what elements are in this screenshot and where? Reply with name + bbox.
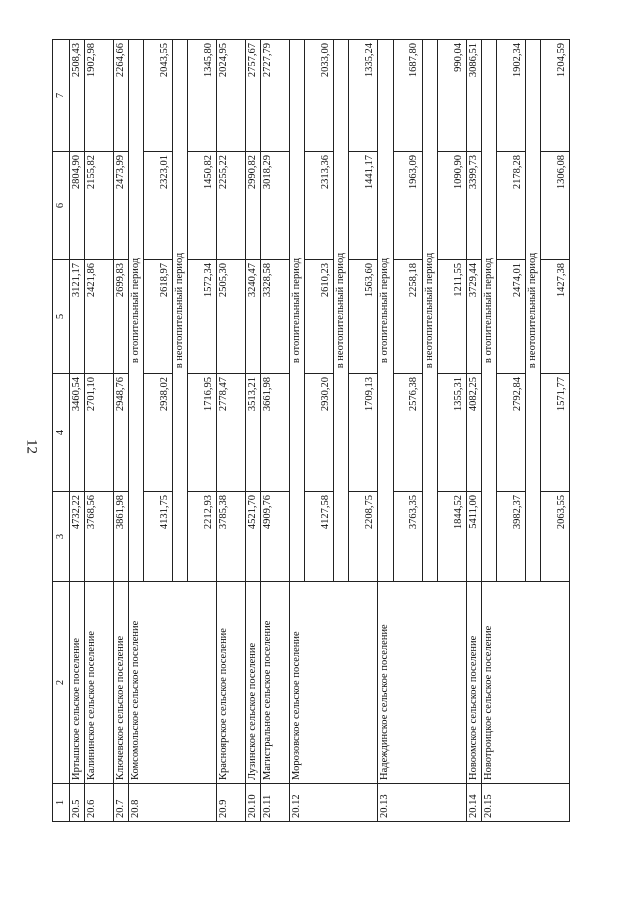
value-cell: 1687,80 [393,40,422,152]
row-name: Новоомское сельское поселение [466,582,481,784]
value-cell: 3460,54 [70,374,85,492]
value-cell: 3861,98 [114,492,129,582]
value-cell: 1211,55 [437,260,466,374]
value-cell: 1963,09 [393,152,422,260]
value-cell: 2930,20 [305,374,334,492]
value-cell: 2155,82 [85,152,114,260]
period-label: в неотопительный период [525,40,540,582]
row-index: 20.9 [217,784,246,822]
value-cell: 1844,52 [437,492,466,582]
row-name: Надеждинское сельское поселение [378,582,466,784]
value-cell: 2804,90 [70,152,85,260]
value-cell: 2701,10 [85,374,114,492]
value-cell: 2778,47 [217,374,246,492]
value-cell: 3729,44 [466,260,481,374]
value-cell: 4909,76 [261,492,290,582]
value-cell: 4521,70 [246,492,261,582]
value-cell: 2610,23 [305,260,334,374]
header-cell: 4 [53,374,70,492]
row-index: 20.11 [261,784,290,822]
value-cell: 2421,86 [85,260,114,374]
value-cell: 2024,95 [217,40,246,152]
value-cell: 1204,59 [540,40,569,152]
row-name: Морозовское сельское поселение [290,582,378,784]
table-row [85,40,114,822]
row-index: 20.14 [466,784,481,822]
row-index: 20.6 [85,784,114,822]
row-name: Красноярское сельское поселение [217,582,246,784]
row-name: Калининское сельское поселение [85,582,114,784]
row-name: Комсомольское сельское поселение [129,582,217,784]
value-cell: 1335,24 [349,40,378,152]
value-cell: 3121,17 [70,260,85,374]
value-cell: 1427,38 [540,260,569,374]
value-cell: 2264,66 [114,40,129,152]
value-cell: 1306,08 [540,152,569,260]
value-cell: 2948,76 [114,374,129,492]
value-cell: 2473,99 [114,152,129,260]
tariff-table [52,39,570,822]
row-name: Ключевское сельское поселение [114,582,129,784]
value-cell: 2990,82 [246,152,261,260]
tariff-table-rotated [52,40,582,822]
value-cell: 3240,47 [246,260,261,374]
row-name: Иртышское сельское поселение [70,582,85,784]
table-row [246,40,261,822]
row-index: 20.10 [246,784,261,822]
value-cell: 1572,34 [188,260,217,374]
value-cell: 2063,55 [540,492,569,582]
period-label: в неотопительный период [422,40,437,582]
value-cell: 2043,55 [144,40,173,152]
row-index: 20.15 [481,784,569,822]
value-cell: 1563,60 [349,260,378,374]
value-cell: 5411,00 [466,492,481,582]
period-label: в отопительный период [481,40,496,582]
value-cell: 3661,98 [261,374,290,492]
value-cell: 3763,35 [393,492,422,582]
value-cell: 2508,43 [70,40,85,152]
value-cell: 2033,00 [305,40,334,152]
table-row [481,40,496,822]
value-cell: 2576,38 [393,374,422,492]
value-cell: 4082,25 [466,374,481,492]
row-index: 20.7 [114,784,129,822]
period-label: в неотопительный период [334,40,349,582]
row-name: Магистральное сельское поселение [261,582,290,784]
row-index: 20.8 [129,784,217,822]
header-row [53,40,70,822]
value-cell: 1902,98 [85,40,114,152]
value-cell: 3399,73 [466,152,481,260]
header-cell: 6 [53,152,70,260]
value-cell: 2699,83 [114,260,129,374]
value-cell: 1090,90 [437,152,466,260]
value-cell: 4131,75 [144,492,173,582]
value-cell: 4127,58 [305,492,334,582]
value-cell: 2792,84 [496,374,525,492]
value-cell: 2208,75 [349,492,378,582]
value-cell: 3785,38 [217,492,246,582]
value-cell: 1345,80 [188,40,217,152]
value-cell: 3982,37 [496,492,525,582]
value-cell: 1709,13 [349,374,378,492]
header-cell: 2 [53,582,70,784]
value-cell: 1902,34 [496,40,525,152]
value-cell: 3513,21 [246,374,261,492]
table-row [290,40,305,822]
value-cell: 2474,01 [496,260,525,374]
value-cell: 4732,22 [70,492,85,582]
value-cell: 1571,77 [540,374,569,492]
value-cell: 2323,01 [144,152,173,260]
value-cell: 2255,22 [217,152,246,260]
row-name: Новотроицкое сельское поселение [481,582,569,784]
value-cell: 2178,28 [496,152,525,260]
value-cell: 3768,56 [85,492,114,582]
row-index: 20.13 [378,784,466,822]
value-cell: 990,04 [437,40,466,152]
table-row [261,40,290,822]
table-row [114,40,129,822]
value-cell: 3086,51 [466,40,481,152]
table-row [378,40,393,822]
value-cell: 2618,97 [144,260,173,374]
header-cell: 5 [53,260,70,374]
value-cell: 2757,67 [246,40,261,152]
value-cell: 2313,36 [305,152,334,260]
period-label: в отопительный период [290,40,305,582]
value-cell: 2505,30 [217,260,246,374]
value-cell: 2212,93 [188,492,217,582]
value-cell: 1355,31 [437,374,466,492]
value-cell: 1716,95 [188,374,217,492]
period-label: в неотопительный период [173,40,188,582]
table-row [129,40,144,822]
row-index: 20.12 [290,784,378,822]
value-cell: 1450,82 [188,152,217,260]
value-cell: 3328,58 [261,260,290,374]
header-cell: 3 [53,492,70,582]
row-index: 20.5 [70,784,85,822]
table-row [466,40,481,822]
value-cell: 2258,18 [393,260,422,374]
period-label: в отопительный период [378,40,393,582]
header-cell: 1 [53,784,70,822]
value-cell: 1441,17 [349,152,378,260]
page-number: 12 [23,439,40,454]
value-cell: 2938,02 [144,374,173,492]
row-name: Лузинское сельское поселение [246,582,261,784]
value-cell: 3018,29 [261,152,290,260]
table-row [217,40,246,822]
table-row [70,40,85,822]
header-cell: 7 [53,40,70,152]
value-cell: 2727,79 [261,40,290,152]
period-label: в отопительный период [129,40,144,582]
